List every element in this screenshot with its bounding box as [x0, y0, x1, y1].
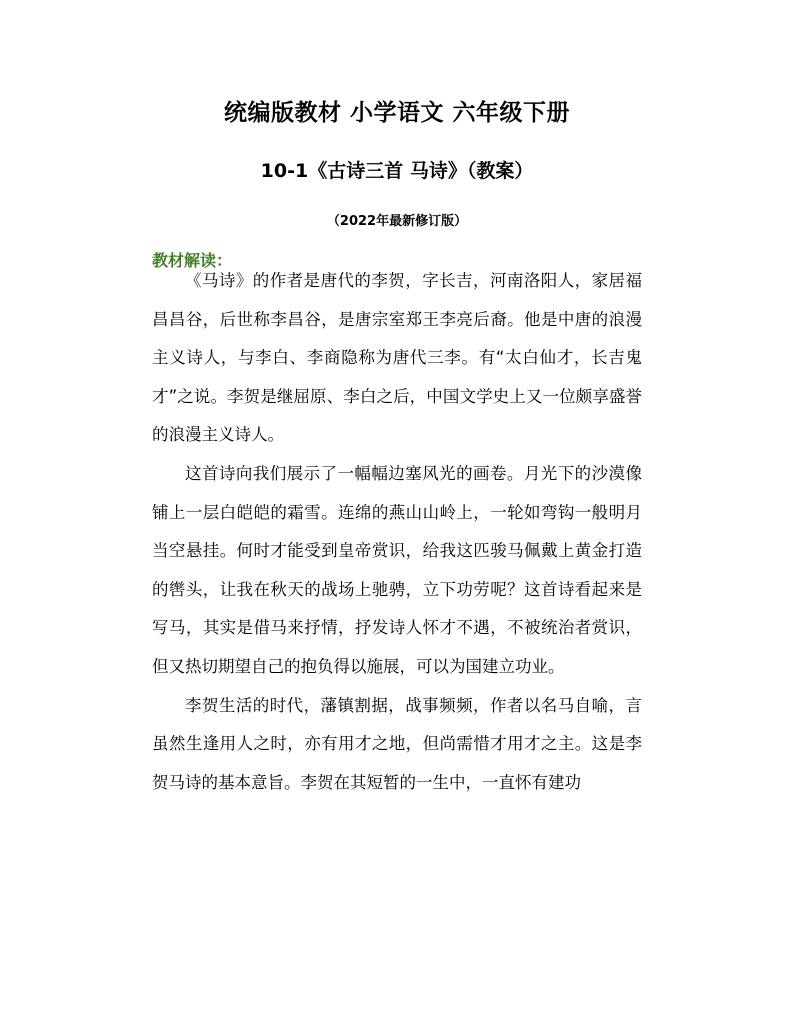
paragraph-3: 李贺生活的时代，藩镇割据，战事频频，作者以名马自喻，言虽然生逢用人之时，亦有用才之地，但尚需惜才用才之主。这是李贺马诗的基本意旨。李贺在其短暂的一生中，一直怀有建功: [152, 695, 642, 792]
document-title: 统编版教材 小学语文 六年级下册: [223, 100, 570, 126]
body-text: [152, 262, 642, 802]
edition-note: （2022年最新修订版）: [326, 214, 468, 229]
paragraph-1: 《马诗》的作者是唐代的李贺，字长吉，河南洛阳人，家居福昌昌谷，后世称李昌谷，是唐宗室郑王李亮后裔。他是中唐的浪漫主义诗人，与李白、李商隐称为唐代三李。有“太白仙才，长吉鬼才”之说。李贺是继屈原、李白之后，中国文学史上又一位颇享盛誉的浪漫主义诗人。: [152, 271, 642, 445]
document-subtitle: 10-1《古诗三首 马诗》（教案）: [260, 160, 534, 182]
paragraph-2: 这首诗向我们展示了一幅幅边塞风光的画卷。月光下的沙漠像铺上一层白皑皑的霜雪。连绵的燕山山岭上，一轮如弯钩一般明月当空悬挂。何时才能受到皇帝赏识，给我这匹骏马佩戴上黄金打造的辔头，让我在秋天的战场上驰骋，立下功劳呢？这首诗看起来是写马，其实是借马来抒情，抒发诗人怀才不遇，不被统治者赏识，但又热切期望自己的抱负得以施展，可以为国建立功业。: [152, 463, 642, 676]
section-heading: 教材解读：: [152, 251, 233, 270]
